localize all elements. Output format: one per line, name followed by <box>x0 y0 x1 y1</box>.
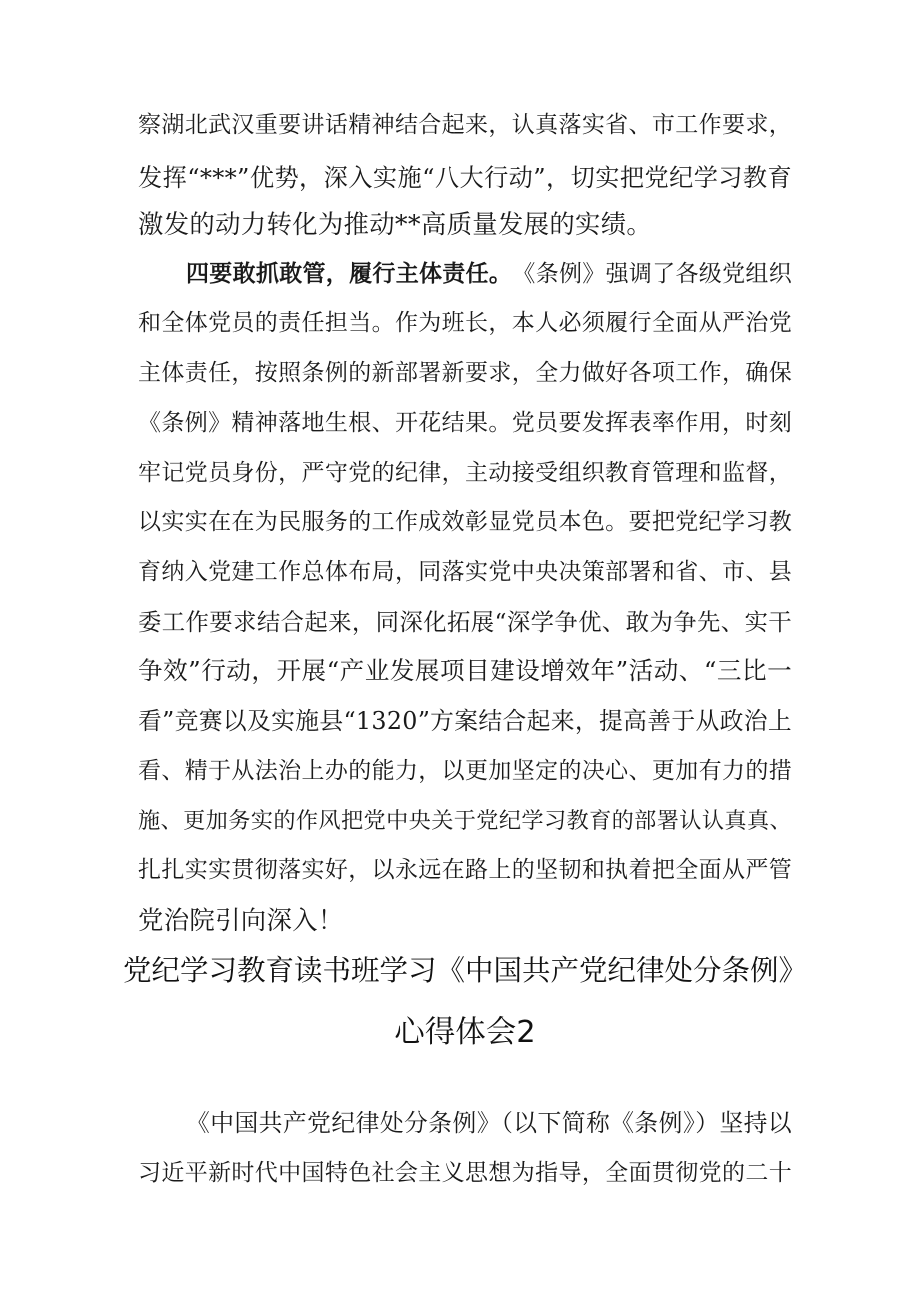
text-line: 牢记党员身份，严守党的纪律，主动接受组织教育管理和监督， <box>138 460 792 486</box>
text-line: 委工作要求结合起来，同深化拓展“深学争优、敢为争先、实干 <box>138 608 792 636</box>
text-line: 和全体党员的责任担当。作为班长，本人必须履行全面从严治党 <box>138 310 792 336</box>
text-line: 习近平新时代中国特色社会主义思想为指导，全面贯彻党的二十 <box>138 1160 792 1186</box>
text-line: 施、更加务实的作风把党中央关于党纪学习教育的部署认认真真、 <box>138 808 792 834</box>
text-line: 看、精于从法治上办的能力，以更加坚定的决心、更加有力的措 <box>138 758 792 784</box>
paragraph-first-line-rest: 《条例》强调了各级党组织 <box>512 261 792 287</box>
text-line: 发挥“***”优势，深入实施“八大行动”，切实把党纪学习教育 <box>138 164 792 192</box>
text-line: 《中国共产党纪律处分条例》（以下简称《条例》）坚持以 <box>186 1109 792 1137</box>
text-line: 育纳入党建工作总体布局，同落实党中央决策部署和省、市、县 <box>138 559 792 585</box>
document-title: 党纪学习教育读书班学习《中国共产党纪律处分条例》 <box>122 954 807 987</box>
text-line: 《条例》精神落地生根、开花结果。党员要发挥表率作用，时刻 <box>138 410 792 436</box>
paragraph-lead: 四要敢抓敢管，履行主体责任。 <box>186 260 513 287</box>
text-line: 争效”行动，开展“产业发展项目建设增效年”活动、“三比一 <box>138 656 792 685</box>
text-line: 以实实在在为民服务的工作成效彰显党员本色。要把党纪学习教 <box>138 509 792 535</box>
text-line: 主体责任，按照条例的新部署新要求，全力做好各项工作，确保 <box>138 360 792 386</box>
document-title-line2: 心得体会2 <box>394 1015 536 1050</box>
text-line: 激发的动力转化为推动**高质量发展的实绩。 <box>138 209 653 239</box>
text-line: 察湖北武汉重要讲话精神结合起来，认真落实省、市工作要求， <box>138 112 792 138</box>
text-line: 扎扎实实贯彻落实好，以永远在路上的坚韧和执着把全面从严管 <box>138 857 792 883</box>
text-line: 党治院引向深入！ <box>138 905 344 935</box>
paragraph-first-line <box>186 254 792 294</box>
text-line: 看”竞赛以及实施县“1320”方案结合起来，提高善于从政治上 <box>138 707 792 735</box>
